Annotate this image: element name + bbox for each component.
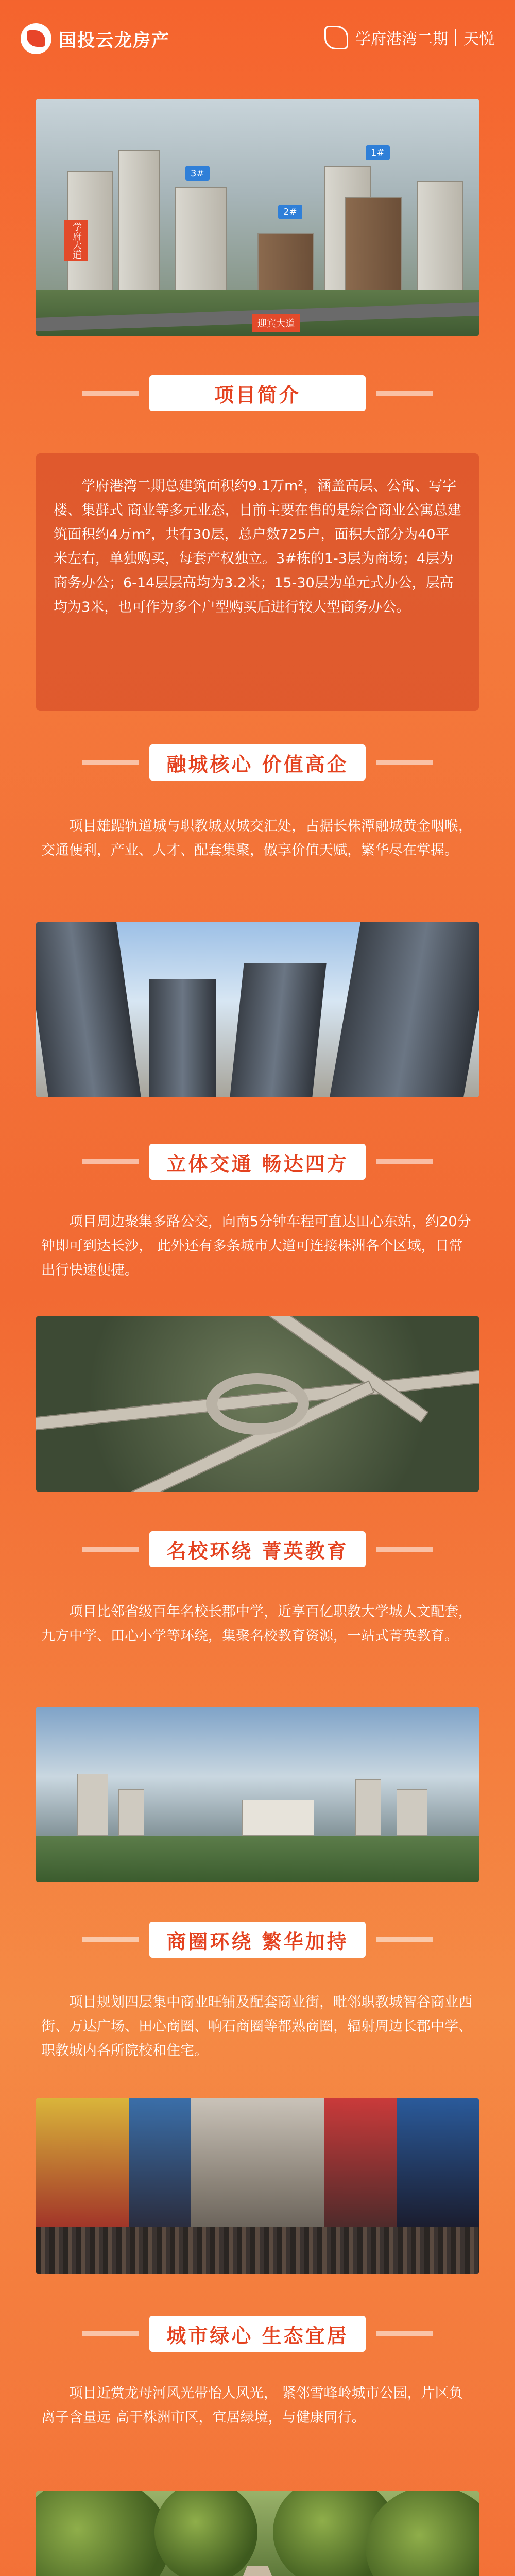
header [0,0,515,93]
section-title-text: 城市绿心 生态宜居 [166,2324,349,2347]
section-title-commerce [149,1922,366,1958]
crowd [36,2227,479,2274]
section-title-education [149,1531,366,1567]
park-path-photo [36,2491,479,2576]
education-text: 项目比邻省级百年名校长郡中学，近享百亿职教大学城人文配套，九方中学、田心小学等环绕，集聚名校教育资源，一站式菁英教育。 [41,1604,472,1644]
commerce-text: 项目规划四层集中商业旺铺及配套商业街，毗邻职教城智谷商业西街、万达广场、田心商圈、响石商圈等都熟商圈，辐射周边长郡中学、职教城内各所院校和住宅。 [41,1994,472,2059]
tree [154,2491,258,2576]
brand-logo [21,23,170,54]
brand-mark-icon [21,23,52,54]
main-road-label: 迎宾大道 [252,314,300,332]
section-title-text: 项目简介 [214,383,301,406]
background-building [118,150,160,305]
building [118,1789,144,1836]
building-label-3: 3# [185,166,210,181]
tower [36,922,141,1097]
ramp-loop [206,1373,309,1435]
city-skyscraper-photo [36,922,479,1097]
partner-name: 天悦 [464,30,494,48]
building-label-1: 1# [366,145,390,160]
school-campus-photo [36,1707,479,1882]
storefront [324,2098,397,2232]
campus-hall [242,1800,314,1836]
background-building [417,181,464,305]
highway-interchange-photo [36,1316,479,1492]
section-title-text: 名校环绕 菁英教育 [166,1539,349,1563]
brand-name: 国投云龙房产 [59,30,170,51]
logo-divider [455,29,456,46]
side-road-label: 学府大道 [64,220,88,261]
project-name: 学府港湾二期 [355,30,448,48]
section-title-ecology [149,2316,366,2352]
section-title-text: 立体交通 畅达四方 [166,1152,349,1175]
building [355,1779,381,1836]
tower [149,979,216,1097]
intro-panel [36,453,479,711]
section-title-intro [149,375,366,411]
section-title-text: 融城核心 价值高企 [166,753,349,776]
building [397,1789,427,1836]
storefront [129,2098,191,2232]
project-mark-icon [324,26,348,49]
storefront [397,2098,479,2232]
campus-field [36,1836,479,1882]
building-3 [175,187,227,305]
intro-text: 学府港湾二期总建筑面积约9.1万m²，涵盖高层、公寓、写字楼、集群式 商业等多元业态，目前主要在售的是综合商业公寓总建筑面积约4万m²，共有30层，总户数725户，面积大部分为40平米左右，单独购买，每套产权独立。3#栋的1-3层为商场；4层为商务办公；6-14层层高均为3.2米；15-30层为单元式办公，层高均为3米，也可作为多个户型购买后进行较大型商务办公。 [54,478,461,615]
storefront [36,2098,129,2232]
ecology-text: 项目近赏龙母河风光带怡人风光， 紧邻雪峰岭城市公园，片区负离子含量远 高于株洲市区，宜居绿境，与健康同行。 [41,2385,463,2426]
project-logo [324,26,494,49]
building-label-2: 2# [278,205,302,219]
traffic-text: 项目周边聚集多路公交，向南5分钟车程可直达田心东站，约20分钟即可到达长沙， 此外还有多条城市大道可连接株洲各个区域，日常出行快速便捷。 [41,1214,471,1278]
core-text: 项目雄踞轨道城与职教城双城交汇处，占据长株潭融城黄金咽喉，交通便利，产业、人才、配套集聚，傲享价值天赋，繁华尽在掌握。 [41,818,472,858]
tower [230,963,326,1097]
hero-aerial-image [36,99,479,336]
building-1 [345,197,402,305]
section-title-traffic [149,1144,366,1180]
section-title-core [149,744,366,781]
shopping-street-photo [36,2098,479,2274]
tree [36,2491,170,2576]
section-title-text: 商圈环绕 繁华加持 [166,1930,349,1953]
tower [330,922,479,1097]
building [77,1774,108,1836]
